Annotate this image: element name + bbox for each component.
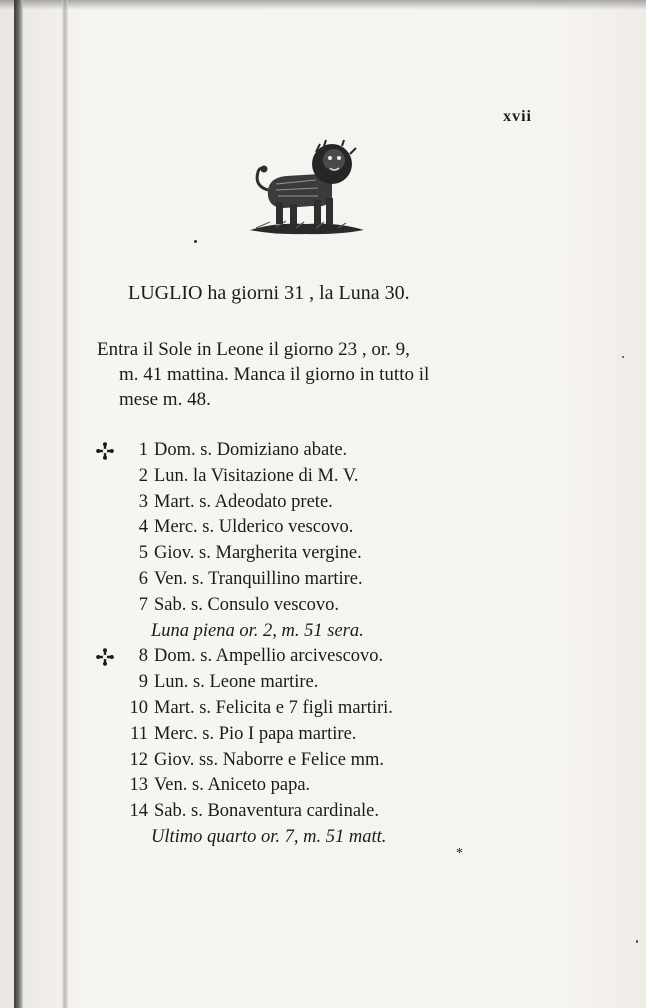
calendar-day-row xyxy=(96,696,516,722)
day-number: 13 xyxy=(129,775,148,796)
calendar-day-row xyxy=(96,438,516,464)
page-gutter-shadow xyxy=(62,0,68,1008)
calendar-day-row xyxy=(96,722,516,748)
day-number: 5 xyxy=(138,543,148,564)
day-number: 11 xyxy=(130,723,148,744)
day-number: 10 xyxy=(129,697,148,718)
intro-line: Entra il Sole in Leone il giorno 23 , or. 9, xyxy=(97,339,410,360)
moon-phase-note xyxy=(96,619,516,645)
stray-dot xyxy=(194,240,197,243)
page-number: xvii xyxy=(503,108,532,125)
paper-speck xyxy=(636,940,638,943)
intro-line: m. 41 mattina. Manca il giorno in tutto il xyxy=(119,364,430,385)
moon-phase-note xyxy=(96,825,516,851)
moon-phase-text: Luna piena or. 2, m. 51 sera. xyxy=(151,620,364,641)
saint-entry-text: Dom. s. Domiziano abate. xyxy=(154,440,348,460)
calendar-day-row xyxy=(96,644,516,670)
day-number: 2 xyxy=(138,465,148,486)
calendar-day-row xyxy=(96,593,516,619)
saint-entry-text: Sab. s. Bonaventura cardinale. xyxy=(154,801,380,822)
calendar-day-row xyxy=(96,748,516,774)
lion-icon xyxy=(246,138,366,236)
saint-entry-text: Dom. s. Ampellio arcivescovo. xyxy=(154,646,384,667)
day-number: 4 xyxy=(138,517,148,538)
calendar-day-row xyxy=(96,567,516,593)
saint-entry-text: Lun. la Visitazione di M. V. xyxy=(154,465,359,486)
calendar-day-row xyxy=(96,541,516,567)
calendar-day-row xyxy=(96,773,516,799)
saint-entry-text: Sab. s. Consulo vescovo. xyxy=(154,594,339,615)
month-heading: LUGLIO ha giorni 31 , la Luna 30. xyxy=(128,282,410,304)
calendar-day-row xyxy=(96,515,516,541)
saint-entry-text: Lun. s. Leone martire. xyxy=(154,672,319,693)
saint-entry-text: Mart. s. Adeodato prete. xyxy=(154,491,333,512)
calendar-entries xyxy=(96,438,516,851)
saint-entry-text: Giov. s. Margherita vergine. xyxy=(154,543,362,564)
moon-phase-text: Ultimo quarto or. 7, m. 51 matt. xyxy=(151,826,387,847)
saint-entry-text: Giov. ss. Naborre e Felice mm. xyxy=(154,749,384,770)
saint-entry-text: Ven. s. Tranquillino martire. xyxy=(154,568,363,589)
footer-asterisk: * xyxy=(456,846,463,861)
day-number: 8 xyxy=(138,646,148,667)
page-top-shadow xyxy=(0,0,646,10)
calendar-day-row xyxy=(96,464,516,490)
calendar-day-row xyxy=(96,670,516,696)
day-number: 7 xyxy=(138,594,148,615)
paper-speck xyxy=(622,356,624,358)
day-number: 1 xyxy=(138,440,148,460)
day-number: 6 xyxy=(138,568,148,589)
calendar-day-row xyxy=(96,799,516,825)
day-number: 3 xyxy=(138,491,148,512)
page-binding-edge xyxy=(14,0,23,1008)
saint-entry-text: Ven. s. Aniceto papa. xyxy=(154,775,311,796)
saint-entry-text: Merc. s. Pio I papa martire. xyxy=(154,723,357,744)
calendar-day-row xyxy=(96,490,516,516)
day-number: 14 xyxy=(129,801,148,822)
intro-line: mese m. 48. xyxy=(119,389,211,410)
saint-entry-text: Merc. s. Ulderico vescovo. xyxy=(154,517,354,538)
saint-entry-text: Mart. s. Felicita e 7 figli martiri. xyxy=(154,697,393,718)
sun-entry-paragraph xyxy=(97,337,537,412)
day-number: 9 xyxy=(138,672,148,693)
day-number: 12 xyxy=(129,749,148,770)
